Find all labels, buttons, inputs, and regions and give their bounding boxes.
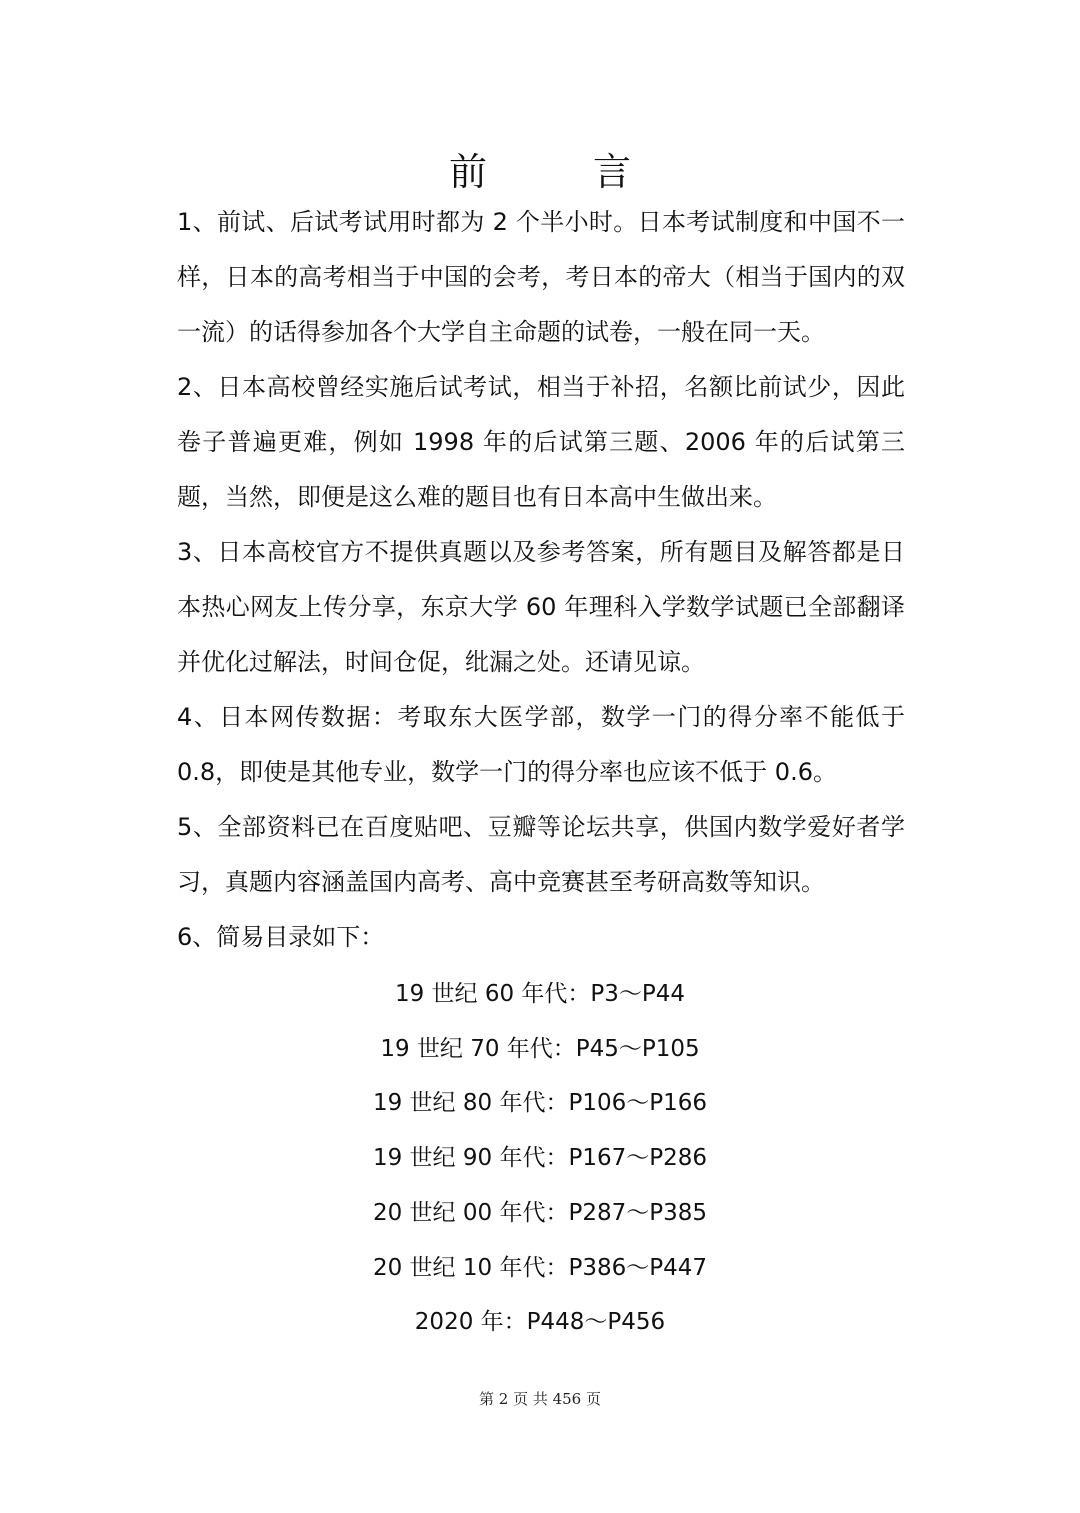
toc-item: 2020 年：P448～P456 <box>414 1309 666 1336</box>
paragraph-5: 5、全部资料已在百度贴吧、豆瓣等论坛共享，供国内数学爱好者学习，真题内容涵盖国内高考、高中竞赛甚至考研高数等知识。 <box>177 813 905 896</box>
paragraph-2: 2、日本高校曾经实施后试考试，相当于补招，名额比前试少，因此卷子普遍更难，例如 1998 年的后试第三题、2006 年的后试第三题，当然，即便是这么难的题目也有日本高中生做出来。 <box>177 373 905 511</box>
paragraph-1: 1、前试、后试考试用时都为 2 个半小时。日本考试制度和中国不一样，日本的高考相当于中国的会考，考日本的帝大（相当于国内的双一流）的话得参加各个大学自主命题的试卷，一般在同一天。 <box>177 208 905 346</box>
table-of-contents <box>0 967 1080 1350</box>
toc-item: 19 世纪 60 年代：P3～P44 <box>394 981 686 1007</box>
toc-item: 19 世纪 80 年代：P106～P166 <box>372 1090 707 1117</box>
paragraph-6: 6、简易目录如下： <box>177 923 385 951</box>
preface-body <box>177 195 905 965</box>
toc-item: 20 世纪 10 年代：P386～P447 <box>372 1254 707 1281</box>
paragraph-4: 4、日本网传数据：考取东大医学部，数学一门的得分率不能低于 0.8，即使是其他专业，数学一门的得分率也应该不低于 0.6。 <box>177 703 905 786</box>
page-footer: 第 2 页 共 456 页 <box>478 1390 601 1408</box>
toc-item: 19 世纪 90 年代：P167～P286 <box>372 1145 707 1172</box>
toc-item: 20 世纪 00 年代：P287～P385 <box>372 1199 707 1226</box>
paragraph-3: 3、日本高校官方不提供真题以及参考答案，所有题目及解答都是日本热心网友上传分享，东京大学 60 年理科入学数学试题已全部翻译并优化过解法，时间仓促，纰漏之处。还请见谅。 <box>177 538 905 676</box>
toc-item: 19 世纪 70 年代：P45～P105 <box>380 1035 700 1062</box>
page-title: 前 言 <box>448 150 665 194</box>
